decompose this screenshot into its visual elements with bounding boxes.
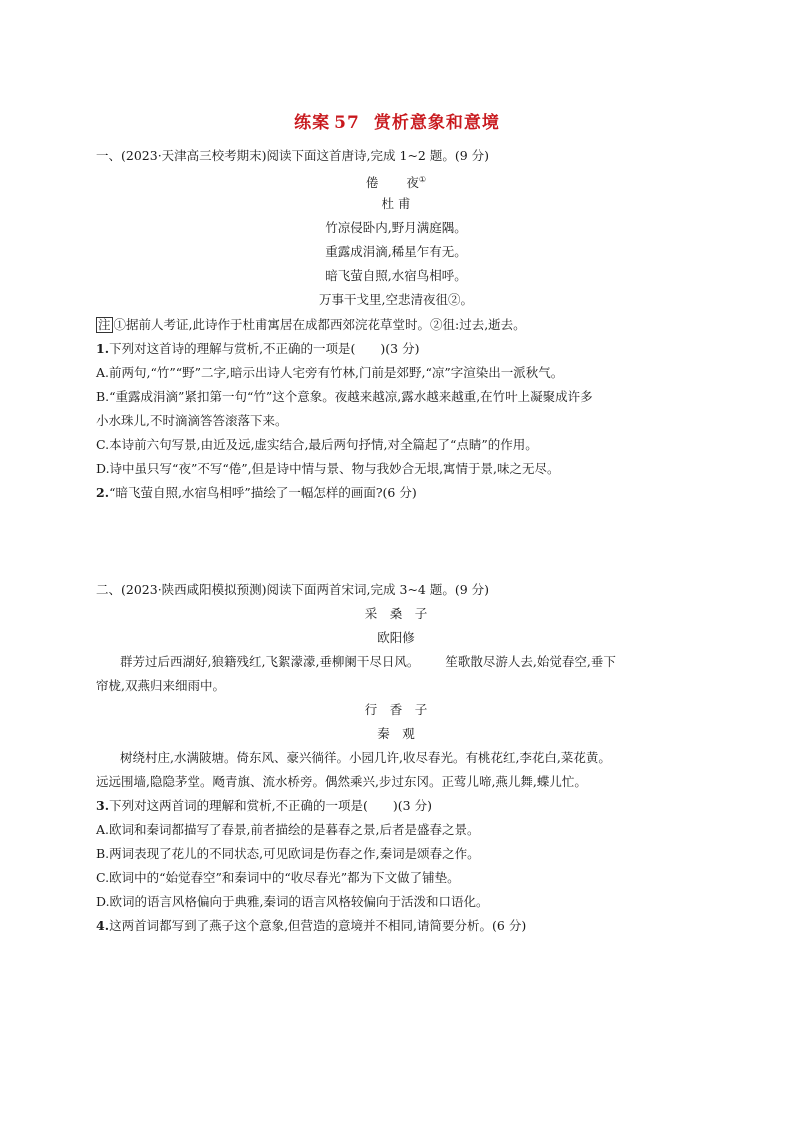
ci1-stanza2-start: 笙歌散尽游人去,始觉春空,垂下 [445,654,616,669]
ci1-author: 欧阳修 [377,630,415,645]
question-number: 4. [96,918,110,933]
ci1-line-continued: 帘栊,双燕归来细雨中。 [96,678,225,693]
note-mark: 注 [98,317,111,332]
title-number: 57 [334,113,360,133]
question-text: 这两首词都写到了燕子这个意象,但营造的意境并不相同,请简要分析。(6 分) [109,918,527,933]
question-3 [96,796,696,816]
page-title [0,108,794,133]
section1-header: 一、(2023·天津高三校考期末)阅读下面这首唐诗,完成 1~2 题。(9 分) [96,148,490,163]
question-number: 3. [96,798,110,813]
option-b-continued: 小水珠儿,不时滴滴答答滚落下来。 [96,413,288,428]
poem-title-footnote-mark: ① [418,175,427,184]
poem-title-b: 夜 [406,175,419,191]
ci2-title: 行 香 子 [364,702,428,717]
poem-title-a: 倦 [365,175,379,191]
poem-author: 杜 甫 [381,196,411,211]
section2-header: 二、(2023·陕西咸阳模拟预测)阅读下面两首宋词,完成 3~4 题。(9 分) [96,582,490,597]
ci1-stanza1: 群芳过后西湖好,狼籍残红,飞絮濛濛,垂柳阑干尽日风。 [120,654,420,669]
note-text: ①据前人考证,此诗作于杜甫寓居在成都西郊浣花草堂时。②徂:过去,逝去。 [113,317,526,332]
poem-notes [96,315,696,335]
question-2 [96,483,696,503]
poem-line: 万事干戈里,空悲清夜徂②。 [319,292,473,307]
option-c: C.欧词中的“始觉春空”和秦词中的“收尽春光”都为下文做了铺垫。 [96,870,460,885]
question-number: 1. [96,341,110,356]
title-text: 赏析意象和意境 [373,113,500,133]
ci2-author: 秦 观 [377,726,415,741]
poem-line: 竹凉侵卧内,野月满庭隅。 [325,220,467,235]
option-d: D.诗中虽只写“夜”不写“倦”,但是诗中情与景、物与我妙合无垠,寓情于景,味之无尽。 [96,461,560,476]
ci1-title: 采 桑 子 [364,606,428,621]
ci2-line-continued: 远远围墙,隐隐茅堂。飏青旗、流水桥旁。偶然乘兴,步过东冈。正莺儿啼,燕儿舞,蝶儿忙。 [96,774,587,789]
poem-title [96,170,696,193]
ci2-line: 树绕村庄,水满陂塘。倚东风、豪兴徜徉。小园几许,收尽春光。有桃花红,李花白,菜花黄。 [120,750,611,765]
question-1 [96,339,696,359]
ci1-line [96,652,696,672]
question-text: “暗飞萤自照,水宿鸟相呼”描绘了一幅怎样的画面?(6 分) [109,485,417,500]
title-prefix: 练案 [294,113,331,133]
option-b: B.两词表现了花儿的不同状态,可见欧词是伤春之作,秦词是颂春之作。 [96,846,480,861]
option-d: D.欧词的语言风格偏向于典雅,秦词的语言风格较偏向于活泼和口语化。 [96,894,489,909]
option-b: B.“重露成涓滴”紧扣第一句“竹”这个意象。夜越来越凉,露水越来越重,在竹叶上凝聚成许多 [96,389,593,404]
poem-line: 重露成涓滴,稀星乍有无。 [325,244,467,259]
option-c: C.本诗前六句写景,由近及远,虚实结合,最后两句抒情,对全篇起了“点睛”的作用。 [96,437,538,452]
poem-line: 暗飞萤自照,水宿鸟相呼。 [325,268,467,283]
question-number: 2. [96,485,110,500]
question-text: 下列对这两首词的理解和赏析,不正确的一项是( )(3 分) [109,798,432,813]
option-a: A.欧词和秦词都描写了春景,前者描绘的是暮春之景,后者是盛春之景。 [96,822,480,837]
option-a: A.前两句,“竹”“野”二字,暗示出诗人宅旁有竹林,门前是郊野,“凉”字渲染出一派秋气。 [96,365,564,380]
question-text: 下列对这首诗的理解与赏析,不正确的一项是( )(3 分) [109,341,420,356]
question-4 [96,916,696,936]
